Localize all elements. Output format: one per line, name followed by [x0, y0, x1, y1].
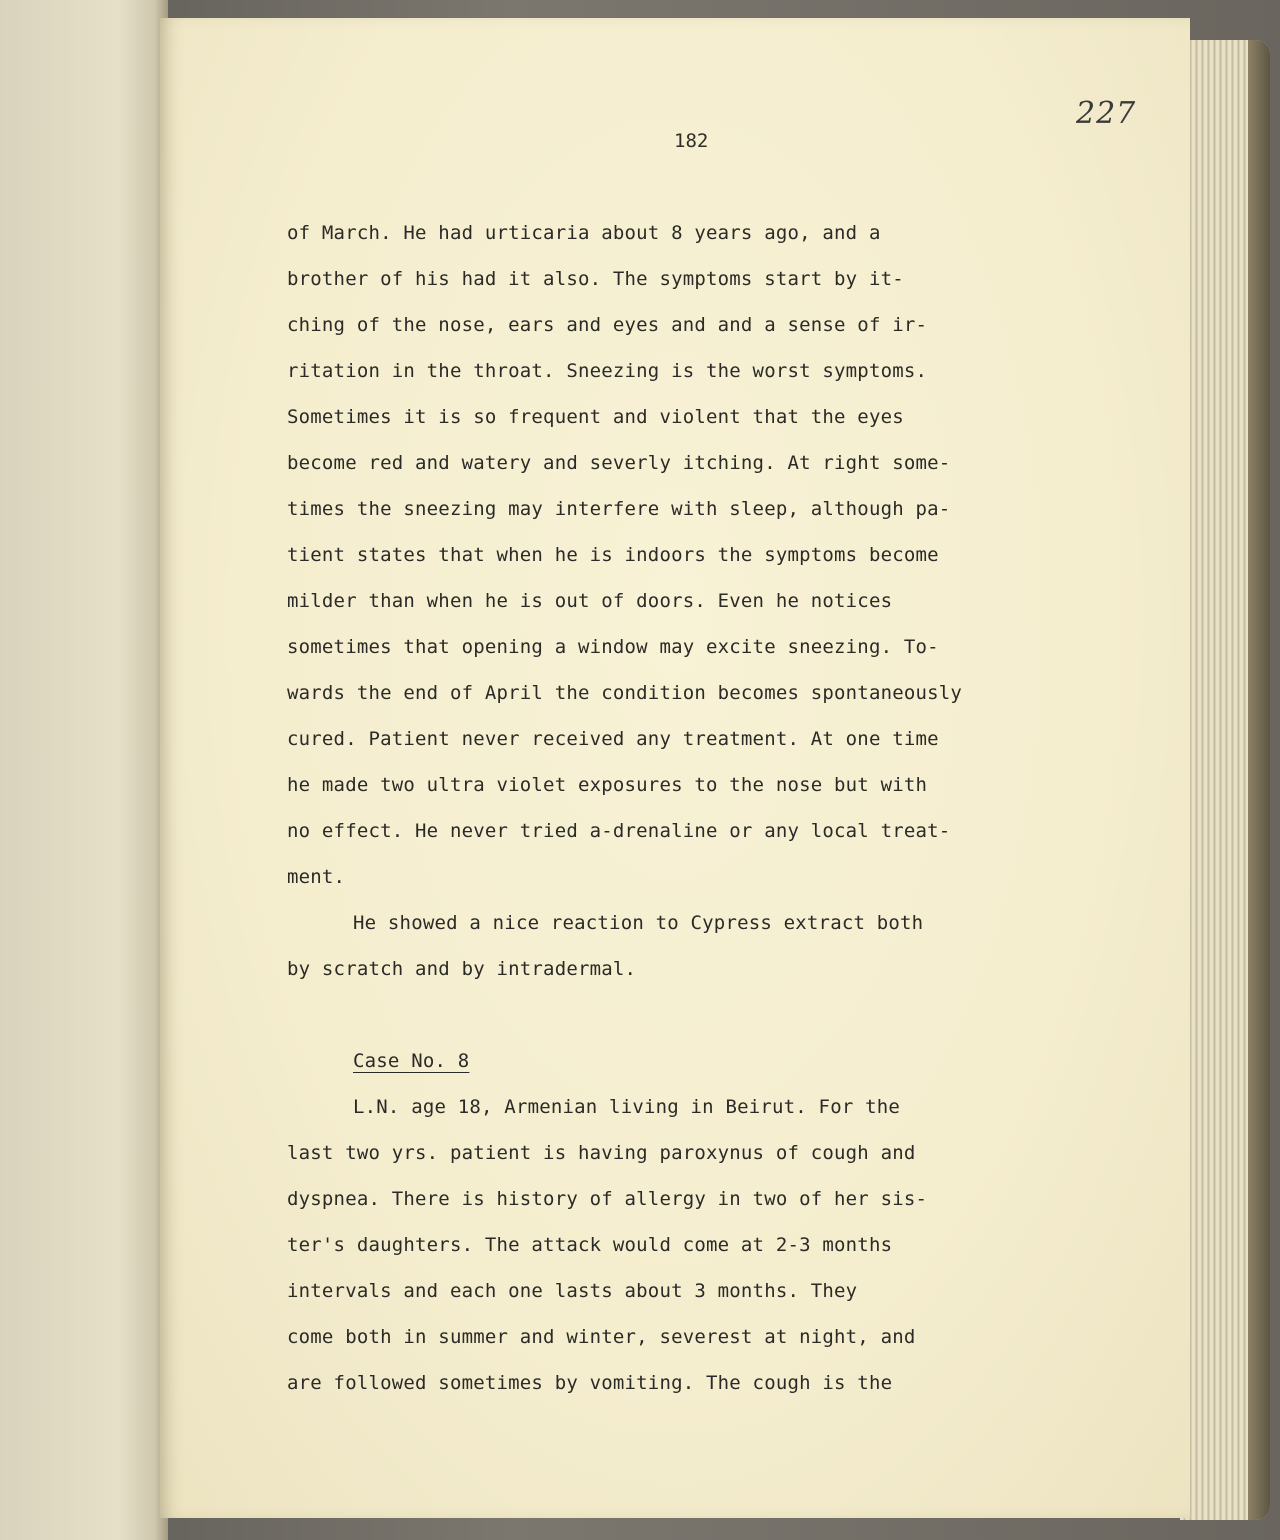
text-line: are followed sometimes by vomiting. The cough is the [287, 1372, 893, 1394]
text-line: ching of the nose, ears and eyes and and a sense of ir- [287, 314, 928, 336]
text-line: dyspnea. There is history of allergy in two of her sis- [287, 1188, 928, 1210]
text-line: ritation in the throat. Sneezing is the worst symptoms. [287, 360, 928, 382]
text-line: cured. Patient never received any treatment. At one time [287, 728, 939, 750]
case-heading-line [287, 1038, 1067, 1084]
text-line: times the sneezing may interfere with sleep, although pa- [287, 498, 951, 520]
text-line: He showed a nice reaction to Cypress extract both [353, 912, 924, 934]
blank-line [287, 992, 1067, 1038]
document-page [160, 18, 1190, 1518]
text-line: no effect. He never tried a-drenaline or any local treat- [287, 820, 951, 842]
text-line: by scratch and by intradermal. [287, 958, 637, 980]
left-facing-page [0, 0, 168, 1540]
text-line: intervals and each one lasts about 3 months. They [287, 1280, 858, 1302]
text-line: sometimes that opening a window may excite sneezing. To- [287, 636, 939, 658]
case-heading: Case No. 8 [353, 1050, 470, 1072]
text-line: tient states that when he is indoors the symptoms become [287, 544, 939, 566]
text-line: milder than when he is out of doors. Even he notices [287, 590, 893, 612]
text-line: come both in summer and winter, severest at night, and [287, 1326, 916, 1348]
text-line: he made two ultra violet exposures to the nose but with [287, 774, 928, 796]
page-stack-edge [1180, 40, 1270, 1520]
text-line: Sometimes it is so frequent and violent that the eyes [287, 406, 904, 428]
text-line: become red and watery and severly itching. At right some- [287, 452, 951, 474]
text-line: ment. [287, 866, 346, 888]
text-line: of March. He had urticaria about 8 years ago, and a [287, 222, 881, 244]
text-line: ter's daughters. The attack would come at 2-3 months [287, 1234, 893, 1256]
text-line: L.N. age 18, Armenian living in Beirut. For the [353, 1096, 901, 1118]
text-line: last two yrs. patient is having paroxynus of cough and [287, 1142, 916, 1164]
handwritten-folio-number: 227 [1076, 96, 1137, 131]
text-line: wards the end of April the condition becomes spontaneously [287, 682, 963, 704]
text-line: brother of his had it also. The symptoms start by it- [287, 268, 904, 290]
page-number: 182 [674, 130, 709, 152]
typed-text-body [287, 210, 1067, 1406]
